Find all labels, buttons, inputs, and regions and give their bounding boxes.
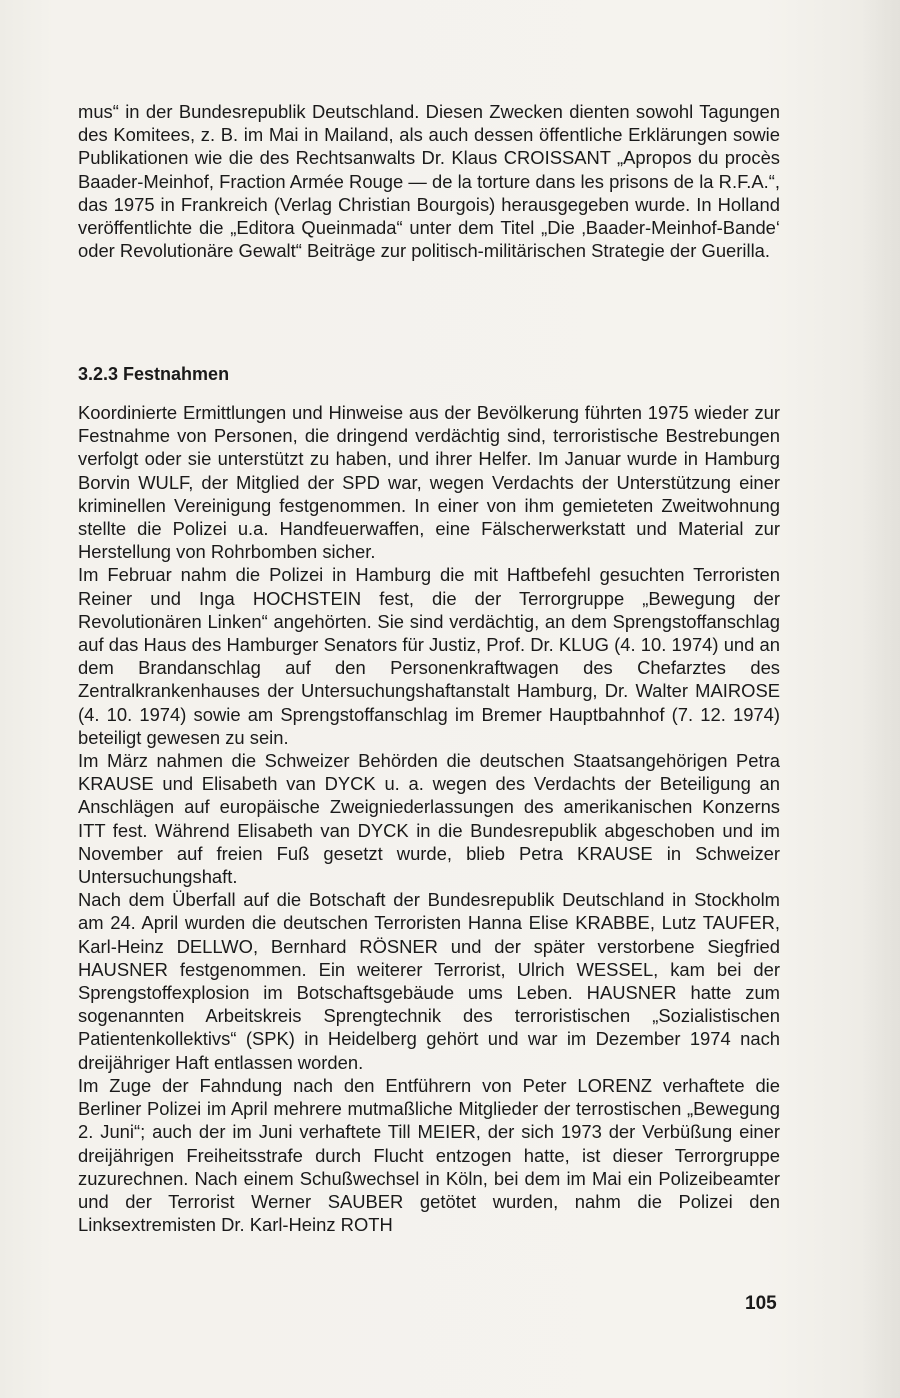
body-paragraph: Im März nahmen die Schweizer Behörden die deutschen Staatsangehörigen Petra KRAUSE und Elisabeth van DYCK u. a. wegen des Verdachts der Beteiligung an Anschlägen auf europäische Zweigniederlassungen des amerikanischen Konzerns ITT fest. Während Elisabeth van DYCK in die Bundesrepublik abgeschoben und im November auf freien Fuß gesetzt wurde, blieb Petra KRAUSE in Schweizer Untersuchungshaft. xyxy=(78,750,780,888)
section-body xyxy=(78,401,780,1236)
intro-paragraph-block xyxy=(78,100,780,262)
body-paragraph: Koordinierte Ermittlungen und Hinweise aus der Bevölkerung führten 1975 wieder zur Festnahme von Personen, die dringend verdächtig sind, terroristische Bestrebungen verfolgt oder sie unterstützt zu haben, und ihrer Helfer. Im Januar wurde in Hamburg Borvin WULF, der Mitglied der SPD war, wegen Verdachts der Unterstützung einer kriminellen Vereinigung festgenommen. In einer von ihm gemieteten Zweitwohnung stellte die Polizei u.a. Handfeuerwaffen, eine Fälscherwerkstatt und Material zur Herstellung von Rohrbomben sicher. xyxy=(78,402,780,563)
section-heading: 3.2.3 Festnahmen xyxy=(78,364,230,384)
body-paragraph: Im Zuge der Fahndung nach den Entführern von Peter LORENZ verhaftete die Berliner Polizei im April mehrere mutmaßliche Mitglieder der terrostischen „Bewegung 2. Juni“; auch der im Juni verhaftete Till MEIER, der sich 1973 der Verbüßung einer dreijährigen Freiheitsstrafe durch Flucht entzogen hatte, ist dieser Terrorgruppe zuzurechnen. Nach einem Schußwechsel in Köln, bei dem im Mai ein Polizeibeamter und der Terrorist Werner SAUBER getötet wurden, nahm die Polizei den Linksextremisten Dr. Karl-Heinz ROTH xyxy=(78,1074,780,1236)
page-number: 105 xyxy=(745,1293,777,1314)
body-paragraph: Nach dem Überfall auf die Botschaft der Bundesrepublik Deutschland in Stockholm am 24. April wurden die deutschen Terroristen Hanna Elise KRABBE, Lutz TAUFER, Karl-Heinz DELLWO, Bernhard RÖSNER und der später verstorbene Siegfried HAUSNER festgenommen. Ein weiterer Terrorist, Ulrich WESSEL, kam bei der Sprengstoffexplosion im Botschaftsgebäude ums Leben. HAUSNER hatte zum sogenannten Arbeitskreis Sprengtechnik des terroristischen „Sozialistischen Patientenkollektivs“ (SPK) in Heidelberg gehört und war im Dezember 1974 nach dreijähriger Haft entlassen worden. xyxy=(78,889,780,1073)
page-edge-shadow xyxy=(862,0,900,1398)
body-paragraph: Im Februar nahm die Polizei in Hamburg die mit Haftbefehl gesuchten Terroristen Reiner und Inga HOCHSTEIN fest, die der Terrorgruppe „Bewegung der Revolutionären Linken“ angehörten. Sie sind verdächtig, an dem Sprengstoffanschlag auf das Haus des Hamburger Senators für Justiz, Prof. Dr. KLUG (4. 10. 1974) und an dem Brandanschlag auf den Personenkraftwagen des Chefarztes des Zentralkrankenhauses der Untersuchungshaftanstalt Hamburg, Dr. Walter MAIROSE (4. 10. 1974) sowie am Sprengstoffanschlag im Bremer Hauptbahnhof (7. 12. 1974) beteiligt gewesen zu sein. xyxy=(78,564,780,748)
intro-paragraph: mus“ in der Bundesrepublik Deutschland. Diesen Zwecken dienten sowohl Tagungen des Komitees, z. B. im Mai in Mailand, als auch dessen öffentliche Erklärungen sowie Publikationen wie die des Rechtsanwalts Dr. Klaus CROISSANT „Apropos du procès Baader-Meinhof, Fraction Armée Rouge — de la torture dans les prisons de la R.F.A.“, das 1975 in Frankreich (Verlag Christian Bourgois) herausgegeben wurde. In Holland veröffentlichte die „Editora Queinmada“ unter dem Titel „Die ‚Baader-Meinhof-Bande‘ oder Revolutionäre Gewalt“ Beiträge zur politisch-militärischen Strategie der Guerilla. xyxy=(78,101,780,262)
